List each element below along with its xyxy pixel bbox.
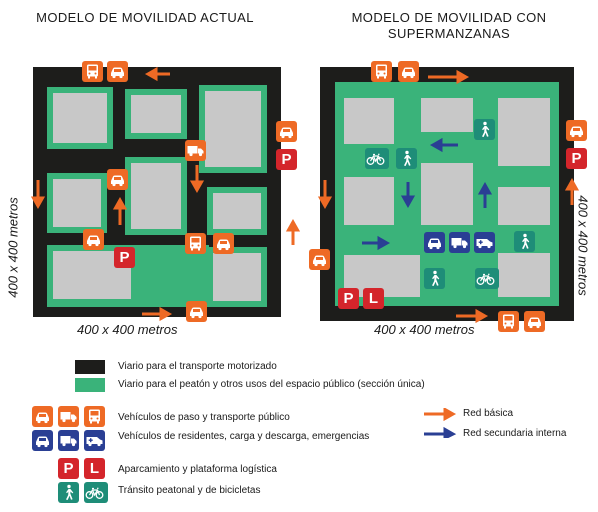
dimension-vertical-right: 400 x 400 metros — [575, 195, 591, 296]
legend-internal-network-label: Red secundaria interna — [463, 428, 567, 439]
parking-icon: P — [338, 288, 359, 309]
legend-pedestrian-swatch — [75, 378, 105, 392]
pedestrian-icon — [514, 231, 535, 252]
bus-icon — [371, 61, 392, 82]
truck-icon — [449, 232, 470, 253]
car-icon — [309, 249, 330, 270]
bus-icon — [498, 311, 519, 332]
dimension-horizontal-left: 400 x 400 metros — [77, 322, 178, 337]
logistics-icon: L — [84, 458, 105, 479]
bicycle-icon — [84, 482, 108, 503]
pedestrian-icon — [474, 119, 495, 140]
truck-icon — [58, 406, 79, 427]
car-icon — [524, 311, 545, 332]
ambulance-icon — [84, 430, 105, 451]
legend-road-swatch — [75, 360, 105, 374]
pedestrian-icon — [58, 482, 79, 503]
bicycle-icon — [475, 268, 499, 289]
dimension-vertical-left: 400 x 400 metros — [5, 197, 21, 298]
car-icon — [424, 232, 445, 253]
car-icon — [398, 61, 419, 82]
bicycle-icon — [365, 148, 389, 169]
pedestrian-icon — [424, 268, 445, 289]
legend-basic-network-label: Red básica — [463, 408, 514, 419]
parking-icon: P — [58, 458, 79, 479]
ambulance-icon — [474, 232, 495, 253]
legend-through-label: Vehículos de paso y transporte público — [118, 412, 290, 423]
parking-icon: P — [276, 149, 297, 170]
bus-icon — [84, 406, 105, 427]
legend-arrows — [422, 408, 458, 438]
logistics-icon: L — [363, 288, 384, 309]
pedestrian-icon — [396, 148, 417, 169]
title-current-model: MODELO DE MOVILIDAD ACTUAL — [36, 10, 254, 25]
title-superblock-line2: SUPERMANZANAS — [387, 26, 511, 41]
truck-icon — [58, 430, 79, 451]
legend-parking-label: Aparcamiento y plataforma logística — [118, 464, 277, 475]
car-icon — [566, 120, 587, 141]
car-icon — [32, 430, 53, 451]
legend-walk-label: Tránsito peatonal y de bicicletas — [118, 485, 261, 496]
legend-pedestrian-label: Viario para el peatón y otros usos del espacio público (sección única) — [118, 379, 425, 390]
parking-icon: P — [114, 247, 135, 268]
dimension-horizontal-right: 400 x 400 metros — [374, 322, 475, 337]
car-icon — [32, 406, 53, 427]
title-superblock-line1: MODELO DE MOVILIDAD CON — [351, 10, 547, 25]
legend-residents-label: Vehículos de residentes, carga y descarga, emergencias — [118, 431, 370, 442]
legend-road-label: Viario para el transporte motorizado — [118, 361, 277, 372]
parking-icon: P — [566, 148, 587, 169]
